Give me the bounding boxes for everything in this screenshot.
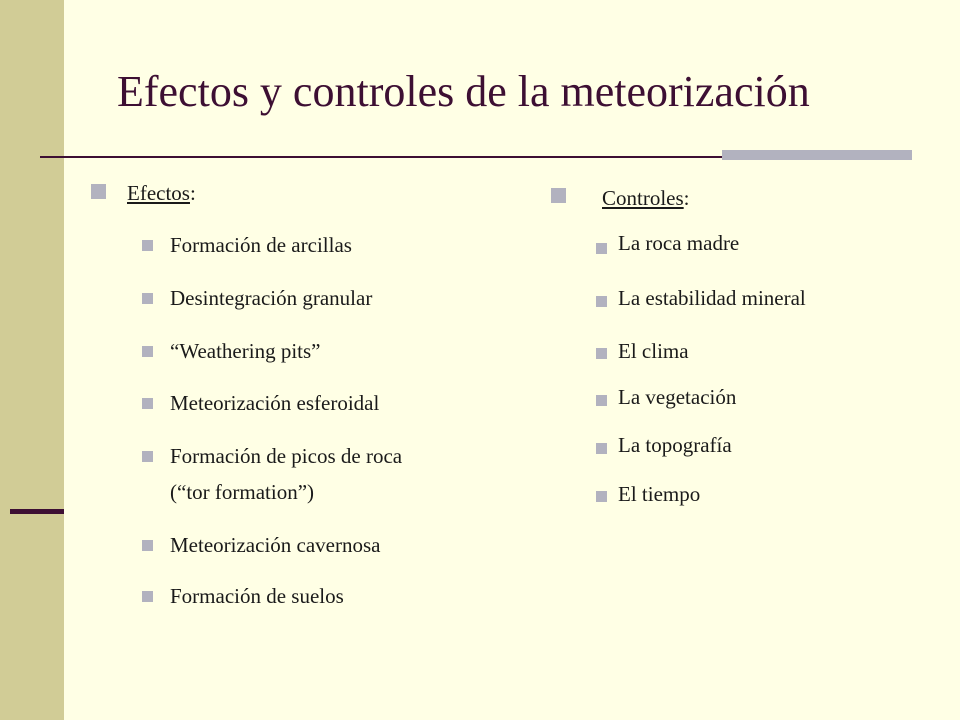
bullet-square-icon bbox=[142, 451, 153, 462]
bullet-square-icon bbox=[596, 348, 607, 359]
effects-item: Meteorización cavernosa bbox=[170, 533, 381, 557]
slide-title: Efectos y controles de la meteorización bbox=[117, 67, 810, 116]
bullet-square-icon bbox=[596, 296, 607, 307]
effects-heading-colon: : bbox=[189, 181, 196, 205]
bullet-square-icon bbox=[596, 443, 607, 454]
controls-heading-colon: : bbox=[683, 186, 690, 210]
controls-item: El tiempo bbox=[618, 482, 701, 506]
controls-item: La estabilidad mineral bbox=[618, 286, 806, 310]
bullet-square-icon bbox=[596, 491, 607, 502]
effects-item: Formación de picos de roca bbox=[170, 444, 403, 468]
bullet-square-icon bbox=[142, 240, 153, 251]
effects-item: “Weathering pits” bbox=[170, 339, 321, 363]
title-rule-accent bbox=[722, 150, 912, 160]
controls-item: La roca madre bbox=[618, 231, 740, 255]
controls-heading bbox=[602, 185, 690, 211]
controls-item: La topografía bbox=[618, 433, 732, 457]
effects-item: Formación de suelos bbox=[170, 584, 344, 608]
bullet-square-icon bbox=[91, 184, 106, 199]
bullet-square-icon bbox=[596, 395, 607, 406]
bullet-square-icon bbox=[142, 591, 153, 602]
controls-item: La vegetación bbox=[618, 385, 737, 409]
bullet-square-icon bbox=[596, 243, 607, 254]
bullet-square-icon bbox=[142, 293, 153, 304]
controls-heading-label: Controles bbox=[602, 186, 684, 210]
effects-item: Desintegración granular bbox=[170, 286, 373, 310]
effects-item: Meteorización esferoidal bbox=[170, 391, 380, 415]
bullet-square-icon bbox=[142, 398, 153, 409]
effects-item: Formación de arcillas bbox=[170, 233, 352, 257]
side-band bbox=[0, 0, 64, 720]
bullet-square-icon bbox=[142, 346, 153, 357]
controls-item: El clima bbox=[618, 339, 689, 363]
effects-item-continued: (“tor formation”) bbox=[170, 480, 315, 504]
side-accent-line bbox=[10, 509, 64, 514]
bullet-square-icon bbox=[142, 540, 153, 551]
effects-heading bbox=[127, 180, 196, 206]
effects-heading-label: Efectos bbox=[127, 181, 190, 205]
bullet-square-icon bbox=[551, 188, 566, 203]
